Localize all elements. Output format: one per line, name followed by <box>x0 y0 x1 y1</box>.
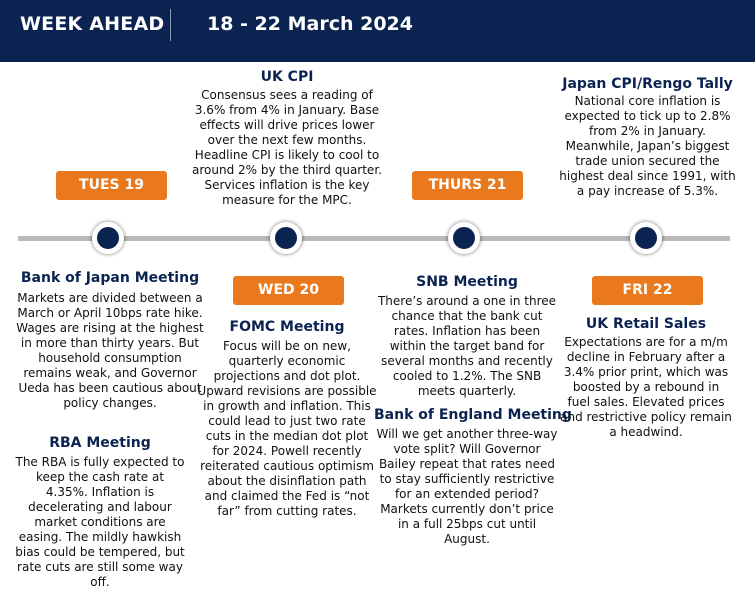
timeline-dot-wed <box>270 222 302 254</box>
event-title-rba: RBA Meeting <box>49 435 151 451</box>
event-title-uk-retail: UK Retail Sales <box>585 316 707 332</box>
event-title-boj: Bank of Japan Meeting <box>20 270 200 286</box>
event-title-snb: SNB Meeting <box>416 274 518 290</box>
timeline-dot-fri <box>630 222 662 254</box>
header-bar <box>0 0 755 62</box>
timeline-line <box>18 236 730 241</box>
event-title-boe: Bank of England Meeting <box>374 407 572 423</box>
timeline-dot-tue <box>92 222 124 254</box>
event-text-boj: Markets are divided between a March or April 10bps rate hike. Wages are rising at the highest in more than thirty years. But household consumption remains weak, and Governor Ueda has been cautious about policy changes. <box>16 291 204 410</box>
event-text-fomc: Focus will be on new, quarterly economic projections and dot plot. Upward revisions are possible in growth and inflation. This could lead to just two rate cuts in the median dot plot for 2024. Powell recently reiterated cautious optimism about the disinflation path and claimed the Fed is “not far” from cutting rates. <box>197 339 377 518</box>
day-label-wed: WED 20 <box>233 276 344 305</box>
header-title: WEEK AHEAD <box>20 13 165 35</box>
event-text-uk-cpi: Consensus sees a reading of 3.6% from 4% in January. Base effects will drive prices lower over the next few months. Headline CPI is likely to cool to around 2% by the third quarter. Services inflation is the key measure for the MPC. <box>192 88 382 207</box>
event-text-rba: The RBA is fully expected to keep the cash rate at 4.35%. Inflation is decelerating and labour market conditions are easing. The mildly hawkish bias could be tempered, but rate cuts are still some way off. <box>15 455 185 589</box>
event-text-uk-retail: Expectations are for a m/m decline in February after a 3.4% prior print, which was boosted by a rebound in fuel sales. Elevated prices and restrictive policy remain a headwind. <box>560 335 732 439</box>
event-text-snb: There’s around a one in three chance that the bank cut rates. Inflation has been within the target band for several months and recently cooled to 1.2%. The SNB meets quarterly. <box>377 294 557 398</box>
event-title-japan-cpi: Japan CPI/Rengo Tally <box>562 76 733 92</box>
header-divider <box>170 9 171 41</box>
day-label-thu: THURS 21 <box>412 171 523 200</box>
event-title-fomc: FOMC Meeting <box>229 319 345 335</box>
header-date-range: 18 - 22 March 2024 <box>207 13 413 35</box>
event-text-boe: Will we get another three-way vote split? Will Governor Bailey repeat that rates need to stay sufficiently restrictive for an extended period? Markets currently don’t price in a full 25bps cut until August. <box>376 427 558 546</box>
timeline-dot-thu <box>448 222 480 254</box>
day-label-fri: FRI 22 <box>592 276 703 305</box>
day-label-tue: TUES 19 <box>56 171 167 200</box>
event-text-japan-cpi: National core inflation is expected to tick up to 2.8% from 2% in January. Meanwhile, Japan’s biggest trade union secured the highest deal since 1991, with a pay increase of 5.3%. <box>559 94 736 198</box>
event-title-uk-cpi: UK CPI <box>260 69 314 85</box>
